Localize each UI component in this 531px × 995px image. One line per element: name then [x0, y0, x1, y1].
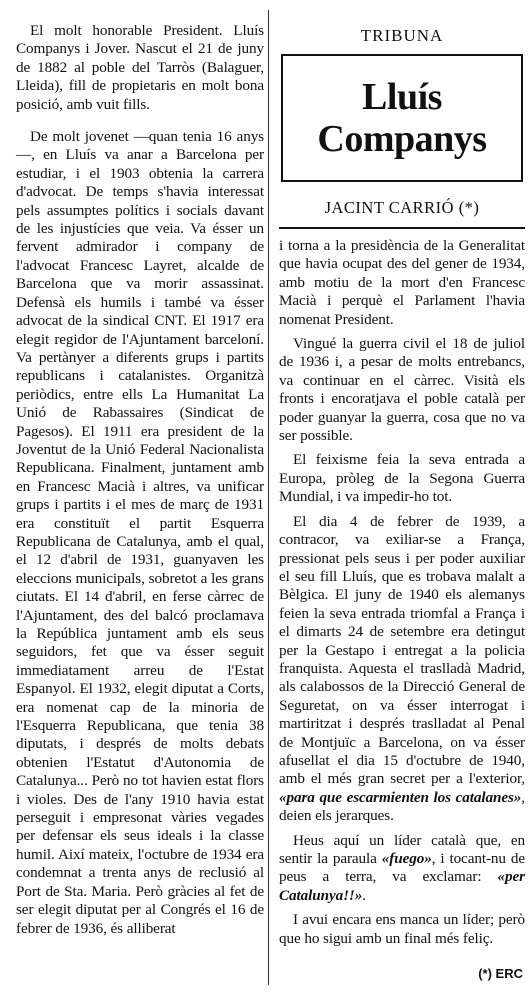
quote-fuego: «fuego» — [381, 850, 432, 867]
fascism-paragraph: El feixisme feia la seva entrada a Europa, pròleg de la Segona Guerra Mundial, i va impedir-ho tot. — [279, 451, 525, 506]
continuation-paragraph: i torna a la presidència de la Generalitat que havia ocupat des del gener de 1934, amb motiu de la mort d'en Francesc Macià i perquè el Parlament l'havia nomenat President. — [279, 237, 525, 328]
leader-text: Heus aquí un líder català que, en sentir la paraula — [279, 831, 525, 867]
quote-per-catalunya: «per Catalunya!!» — [279, 868, 525, 904]
intro-paragraph: El molt honorable President. Lluís Companys i Jover. Nascut el 21 de juny de 1882 al poble del Tarròs (Balaguer, Lleida), fill de propietaris en molt bona posició, amb vuit fills. — [16, 22, 264, 113]
closing-paragraph: I avui encara ens manca un líder; però que ho sigui amb un final més feliç. — [279, 911, 525, 947]
exile-paragraph — [279, 513, 525, 826]
affiliation-note: (*) ERC — [478, 966, 523, 981]
section-label: TRIBUNA — [360, 26, 444, 45]
headline-line-2: Companys — [317, 118, 487, 160]
leader-mid: , i tocant-nu de peus a terra, va exclamar: — [279, 850, 525, 886]
right-column — [279, 0, 525, 948]
leader-end: . — [362, 886, 366, 904]
biography-paragraph: De molt jovenet —quan tenia 16 anys—, en Lluís va anar a Barcelona per estudiar, i el 1903 obtenia la carrera d'advocat. De temps s'havia interessat pels assumptes polítics i socials davant de les injustícies que veia. Va ésser un fervent admirador i company de l'advocat Francesc Layret, alcalde de Barcelona que va morir assassinat. Defensà els humils i també va ésser advocat de la sindical CNT. El 1917 era elegit regidor de l'Ajuntament barceloní. Va pertànyer a diferents grups i partits republicans i catalanistes. Organitzà periòdics, entre ells La Humanitat La Unió de Rabassaires (Sindicat de Pagesos). El 1911 era president de la Joventut de la Unió Federal Nacionalista Republicana. Finalment, juntament amb en Francesc Macià i altres, va unificar grups i partits i el mes de març de 1931 era constituït el partit Esquerra Republicana de Catalunya, amb el qual, el 12 d'abril de 1931, guanyaven les eleccions municipals, sobretot a les grans ciutats. El 14 d'abril, en ferse càrrec de l'Ajuntament, des del balcó proclamava la República juntament amb els seus seguidors, fet que va ésser seguit immediatament arreu de l'Estat Espanyol. El 1932, elegit diputat a Corts, era nomenat cap de la minoria de l'Esquerra Republicana, que tenia 38 diputats, i després de molts debats obtenien l'Estatut d'Autonomia de Catalunya... Però no tot havien estat flors i violes. Des de l'any 1910 havia estat perseguit i empresonat vàries vegades per defensar els seus ideals i la classe humil. Així mateix, l'octubre de 1934 era condemnat a trenta anys de reclusió al Port de Sta. Maria. Però gràcies al fet de ser elegit diputat per al Congrés el 16 de febrer de 1936, és alliberat — [16, 128, 264, 937]
headline-line-1: Lluís — [362, 76, 442, 118]
column-divider — [268, 10, 269, 985]
exile-tail: , deien els jerarques. — [279, 788, 525, 825]
title-box — [281, 54, 523, 182]
left-column — [16, 0, 264, 938]
byline-rule — [279, 227, 525, 229]
exile-text: El dia 4 de febrer de 1939, a contracor, va exiliar-se a França, pressionat pels seus i per poder auxiliar el seu fill Lluís, que es trobava malalt a Bèlgica. El juny de 1940 els alemanys feien la seva entrada triomfal a França i el dimarts 24 de setembre era detingut per la Gestapo i entregat a la policia franquista. Aquesta el traslladà Madrid, als calabossos de la Direcció General de Seguretat, on va ésser interrogat i martiritzat i després traslladat al Penal de Montjuïc a Barcelona, on va ésser afusellat el dia 15 d'octubre de 1940, amb el més gran secret per a l'exterior, — [279, 512, 525, 788]
civil-war-paragraph: Vingué la guerra civil el 18 de juliol de 1936 i, a pesar de molts entrebancs, va continuar en el càrrec. Visità els fronts i encoratjava el poble català per poder guanyar la guerra, cosa que no va ser possible. — [279, 335, 525, 445]
leader-paragraph — [279, 832, 525, 906]
author-byline: JACINT CARRIÓ (*) — [324, 198, 480, 217]
quote-catalans: «para que escarmienten los catalanes» — [279, 788, 522, 806]
